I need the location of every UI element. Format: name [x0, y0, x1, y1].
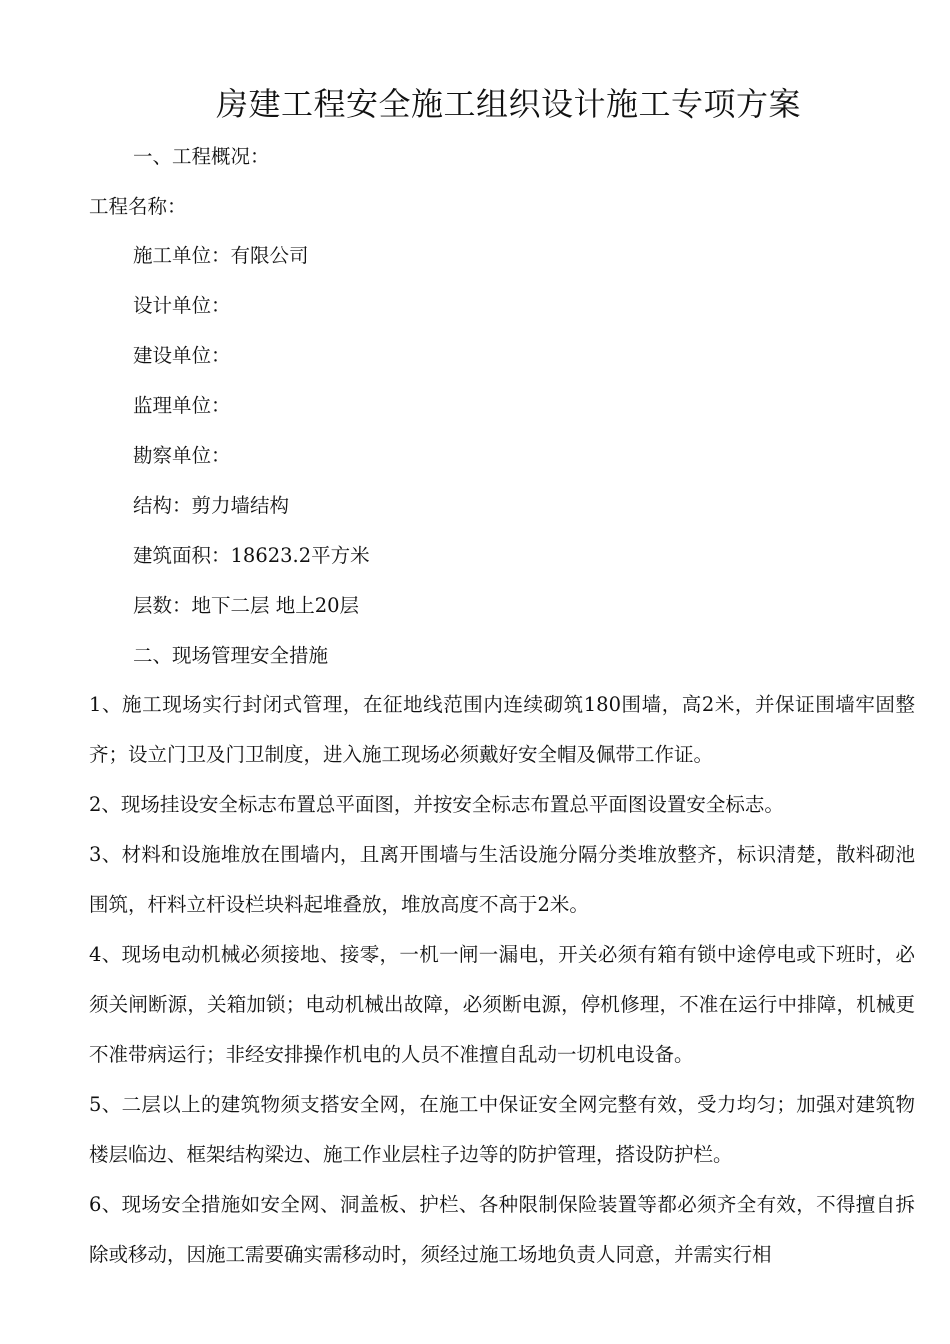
- section-heading-overview: 一、工程概况：: [133, 145, 270, 168]
- safety-item-5: 5、二层以上的建筑物须支搭安全网，在施工中保证安全网完整有效，受力均匀；加强对建筑物楼层临边、框架结构梁边、施工作业层柱子边等的防护管理，搭设防护栏。: [89, 1093, 915, 1166]
- floors-field: 层数：地下二层 地上20层: [133, 594, 360, 617]
- section-heading-safety: 二、现场管理安全措施: [133, 644, 329, 667]
- safety-item-2: 2、现场挂设安全标志布置总平面图，并按安全标志布置总平面图设置安全标志。: [89, 793, 784, 816]
- supervision-unit-field: 监理单位：: [133, 394, 231, 417]
- safety-item-6: 6、现场安全措施如安全网、洞盖板、护栏、各种限制保险装置等都必须齐全有效，不得擅自拆除或移动，因施工需要确实需移动时，须经过施工场地负责人同意，并需实行相: [89, 1193, 915, 1266]
- document-title: 房建工程安全施工组织设计施工专项方案: [216, 85, 802, 123]
- design-unit-field: 设计单位：: [133, 294, 231, 317]
- developer-unit-field: 建设单位：: [133, 344, 231, 367]
- construction-unit-field: 施工单位：有限公司: [133, 244, 309, 267]
- safety-item-4: 4、现场电动机械必须接地、接零，一机一闸一漏电，开关必须有箱有锁中途停电或下班时，必须关闸断源，关箱加锁；电动机械出故障，必须断电源，停机修理，不准在运行中排障，机械更不准带病运行；非经安排操作机电的人员不准擅自乱动一切机电设备。: [89, 943, 915, 1066]
- survey-unit-field: 勘察单位：: [133, 444, 231, 467]
- safety-item-3: 3、材料和设施堆放在围墙内，且离开围墙与生活设施分隔分类堆放整齐，标识清楚，散料砌池围筑，杆料立杆设栏块料起堆叠放，堆放高度不高于2米。: [89, 843, 915, 916]
- project-name-field: 工程名称：: [89, 195, 187, 218]
- safety-item-1: 1、施工现场实行封闭式管理，在征地线范围内连续砌筑180围墙，高2米，并保证围墙牢固整齐；设立门卫及门卫制度，进入施工现场必须戴好安全帽及佩带工作证。: [89, 693, 915, 766]
- building-area-field: 建筑面积：18623.2平方米: [133, 544, 370, 567]
- structure-field: 结构：剪力墙结构: [133, 494, 290, 517]
